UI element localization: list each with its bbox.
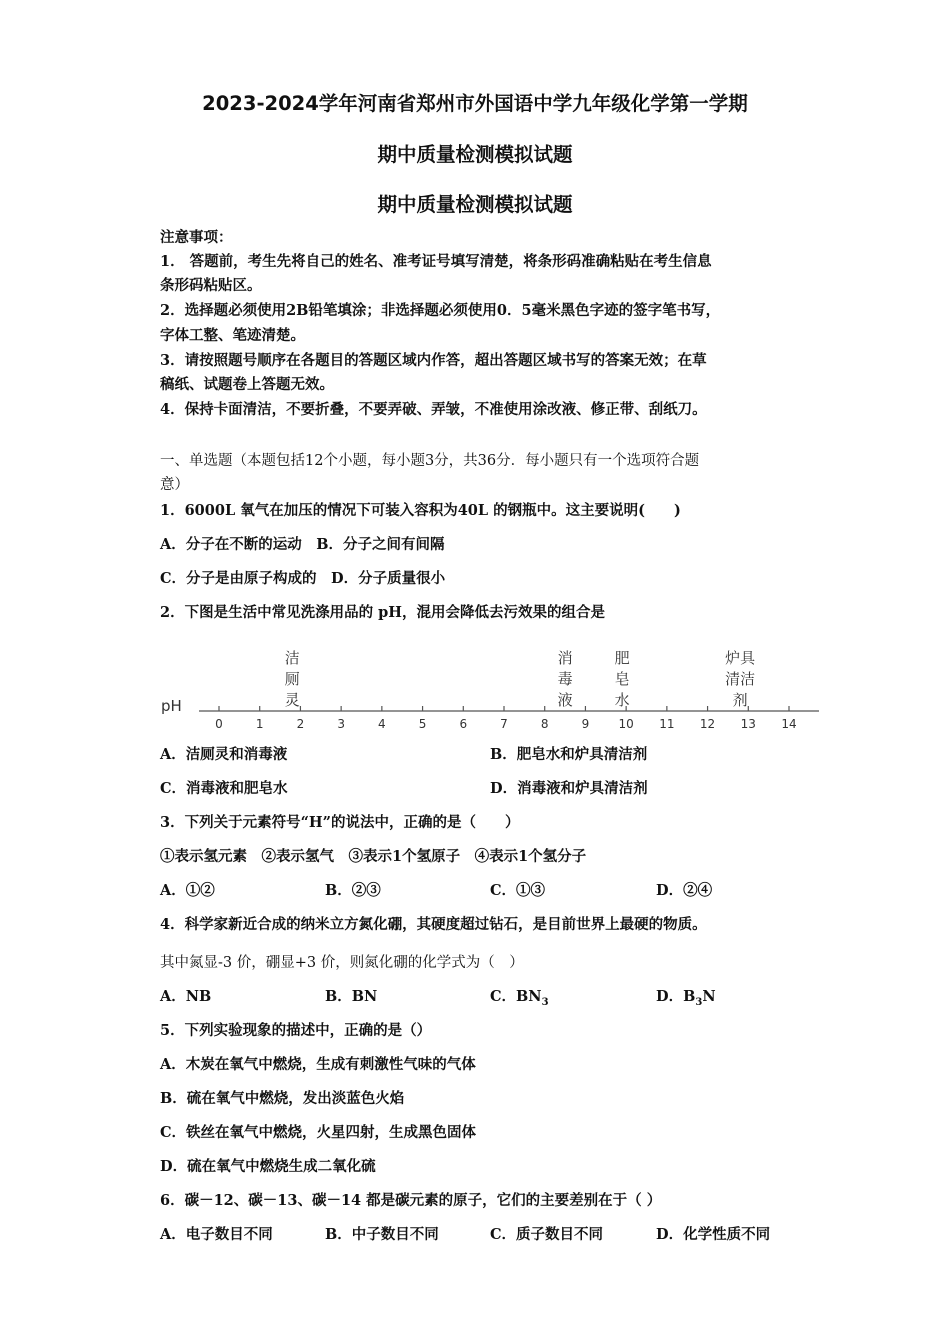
ph-tick-label: 2 xyxy=(296,717,305,731)
page-subtitle: 期中质量检测模拟试题 xyxy=(377,143,573,166)
notice-heading: 注意事项： xyxy=(160,229,233,246)
question-4-option-d xyxy=(656,987,716,1013)
ph-item-label: 炉具 xyxy=(725,649,756,667)
ph-item-label: 液 xyxy=(557,691,573,709)
question-4-stem: 4．科学家新近合成的纳米立方氮化硼，其硬度超过钻石，是目前世界上最硬的物质。 xyxy=(160,916,707,933)
question-4-option-a: A．NB xyxy=(160,988,212,1005)
section-heading: 一、单选题（本题包括12个小题，每小题3分，共36分．每小题只有一个选项符合题 xyxy=(160,453,700,469)
ph-tick-label: 9 xyxy=(581,717,590,731)
question-3-option-a: A．①② xyxy=(160,882,215,899)
ph-tick-label: 14 xyxy=(781,717,797,731)
question-5-option-b: B．硫在氧气中燃烧，发出淡蓝色火焰 xyxy=(160,1090,405,1107)
ph-tick-label: 4 xyxy=(378,717,386,731)
question-5-option-d: D．硫在氧气中燃烧生成二氧化硫 xyxy=(160,1158,376,1175)
ph-tick-label: 12 xyxy=(699,717,716,731)
notice-item: 3．请按照题号顺序在各题目的答题区域内作答，超出答题区域书写的答案无效；在草 xyxy=(160,352,707,369)
page-title: 2023-2024学年河南省郑州市外国语中学九年级化学第一学期 xyxy=(202,92,748,115)
ph-tick-label: 6 xyxy=(459,717,468,731)
ph-tick-label: 5 xyxy=(418,717,427,731)
ph-tick-label: 7 xyxy=(500,717,508,731)
ph-tick-label: 11 xyxy=(659,717,675,731)
ph-item-label: 消 xyxy=(557,649,573,667)
question-2-option-a: A．洁厕灵和消毒液 xyxy=(160,746,288,763)
question-5-stem: 5．下列实验现象的描述中，正确的是（） xyxy=(160,1022,432,1039)
formula-text: N xyxy=(702,988,716,1005)
ph-tick-label: 1 xyxy=(255,717,264,731)
ph-item-label: 厕 xyxy=(284,670,300,688)
notice-item: 稿纸、试题卷上答题无效。 xyxy=(160,376,334,393)
question-4-option-b: B．BN xyxy=(325,988,378,1005)
question-2-option-b: B．肥皂水和炉具清洁剂 xyxy=(490,746,648,763)
question-6-option-d: D．化学性质不同 xyxy=(656,1226,771,1243)
ph-tick-label: 13 xyxy=(740,717,756,731)
question-2-option-c: C．消毒液和肥皂水 xyxy=(160,780,288,797)
section-heading-cont: 意） xyxy=(160,477,189,493)
notice-item: 2．选择题必须使用2B铅笔填涂；非选择题必须使用0．5毫米黑色字迹的签字笔书写， xyxy=(160,302,721,319)
notice-item: 字体工整、笔迹清楚。 xyxy=(160,327,305,344)
notice-item: 1． 答题前，考生先将自己的姓名、准考证号填写清楚，将条形码准确粘贴在考生信息 xyxy=(160,253,712,270)
question-1-options-cd: C．分子是由原子构成的 D．分子质量很小 xyxy=(160,570,446,587)
question-6-option-b: B．中子数目不同 xyxy=(325,1226,439,1243)
ph-tick-label: 10 xyxy=(618,717,634,731)
ph-item-label: 毒 xyxy=(557,670,573,688)
question-5-option-c: C．铁丝在氧气中燃烧，火星四射，生成黑色固体 xyxy=(160,1124,477,1141)
question-6-stem: 6．碳－12、碳－13、碳－14 都是碳元素的原子，它们的主要差别在于（ ） xyxy=(160,1192,662,1209)
formula-text: C．BN xyxy=(490,988,542,1005)
question-4-stem-cont: 其中氮显-3 价，硼显+3 价，则氮化硼的化学式为（ ） xyxy=(160,955,524,971)
ph-axis-label: pH xyxy=(161,697,182,715)
ph-item-label: 剂 xyxy=(732,691,748,709)
question-1-stem: 1．6000L 氧气在加压的情况下可装入容积为40L 的钢瓶中。这主要说明( ) xyxy=(160,502,681,519)
ph-item-label: 皂 xyxy=(614,670,630,688)
ph-scale-chart xyxy=(155,630,825,735)
question-5-option-a: A．木炭在氧气中燃烧，生成有刺激性气味的气体 xyxy=(160,1056,476,1073)
ph-item-label: 灵 xyxy=(284,691,300,709)
notice-item: 条形码粘贴区。 xyxy=(160,277,262,294)
question-1-options-ab: A．分子在不断的运动 B．分子之间有间隔 xyxy=(160,536,445,553)
ph-item-label: 水 xyxy=(614,691,630,709)
question-3-option-b: B．②③ xyxy=(325,882,381,899)
notice-item: 4．保持卡面清洁，不要折叠，不要弄破、弄皱，不准使用涂改液、修正带、刮纸刀。 xyxy=(160,401,707,418)
question-3-option-c: C．①③ xyxy=(490,882,546,899)
question-2-option-d: D．消毒液和炉具清洁剂 xyxy=(490,780,648,797)
ph-tick-label: 8 xyxy=(540,717,549,731)
ph-item-label: 肥 xyxy=(614,649,630,667)
question-3-stem: 3．下列关于元素符号“H”的说法中，正确的是（ ） xyxy=(160,814,520,831)
ph-tick-label: 0 xyxy=(215,717,223,731)
question-3-option-d: D．②④ xyxy=(656,882,713,899)
ph-tick-label: 3 xyxy=(337,717,345,731)
ph-item-label: 清洁 xyxy=(725,670,756,688)
question-6-option-c: C．质子数目不同 xyxy=(490,1226,604,1243)
question-6-option-a: A．电子数目不同 xyxy=(160,1226,273,1243)
formula-subscript: 3 xyxy=(541,996,549,1008)
question-4-option-c xyxy=(490,987,549,1013)
question-3-statements: ①表示氢元素 ②表示氢气 ③表示1个氢原子 ④表示1个氢分子 xyxy=(160,848,587,865)
formula-text: D．B xyxy=(656,988,696,1005)
page-subtitle-repeat: 期中质量检测模拟试题 xyxy=(377,193,573,216)
question-2-stem: 2．下图是生活中常见洗涤用品的 pH，混用会降低去污效果的组合是 xyxy=(160,604,605,621)
ph-item-label: 洁 xyxy=(284,649,300,667)
formula-subscript: 3 xyxy=(695,996,703,1008)
